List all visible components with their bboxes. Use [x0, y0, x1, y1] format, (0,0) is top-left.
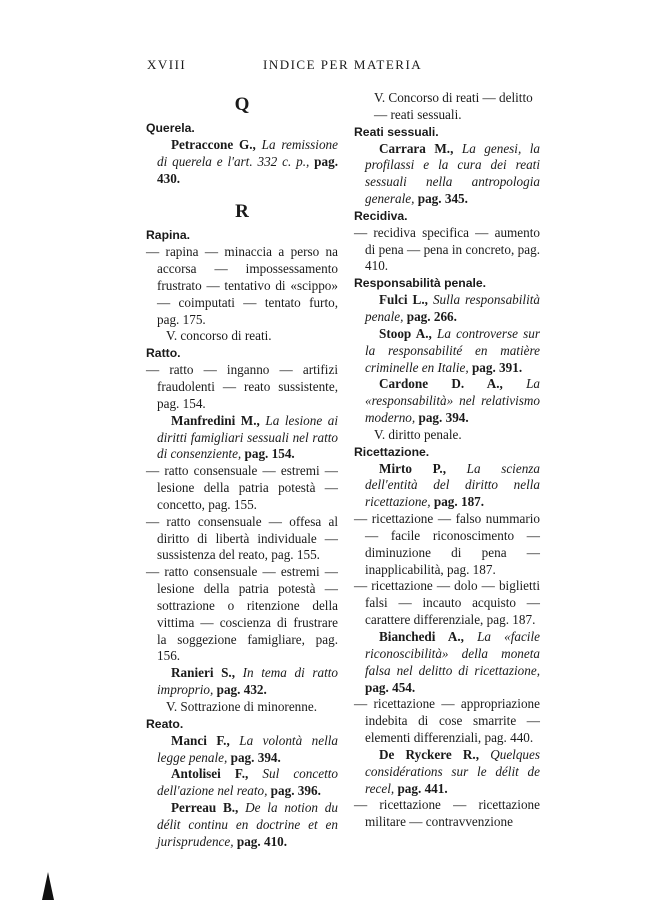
see-also: V. concorso di reati. [166, 328, 272, 344]
citation [354, 629, 540, 696]
cit-author: Mirto P., [379, 460, 447, 476]
page-number: XVIII [147, 57, 187, 72]
heading-querela: Querela. [146, 121, 195, 135]
page-header [0, 57, 647, 77]
cit-title: La controverse sur la responsabilité en matière criminelle en Italie, [365, 325, 540, 375]
cit-author: Petraccone G., [171, 136, 256, 152]
cit-author: Carrara M., [379, 140, 454, 156]
cit-author: Bianchedi A., [379, 629, 464, 644]
section-letter-q: Q [234, 94, 250, 115]
heading-rapina: Rapina. [146, 228, 191, 243]
citation [146, 800, 338, 851]
citation [354, 747, 540, 798]
cit-page: pag. 187. [433, 494, 485, 510]
citation [354, 376, 540, 427]
index-entry: — ratto — inganno — artifizi fraudolenti — reato sussistente, pag. 154. [146, 362, 338, 411]
index-entry: — recidiva specifica — aumento di pena — pena in concreto, pag. 410. [354, 224, 540, 274]
cit-title: Sulla responsabilità penale, [365, 292, 541, 324]
citation [146, 766, 338, 800]
right-column [354, 90, 540, 831]
citation [354, 461, 540, 512]
index-entry: — ricettazione — dolo — biglietti falsi — incauto acquisto — carattere differenziale, pag. 187. [354, 578, 540, 628]
cit-title: Quelques considérations sur le délit de recel, [365, 746, 541, 796]
cit-page: pag. 410. [236, 833, 288, 849]
cit-author: De Ryckere R., [379, 746, 480, 762]
cit-title: La genesi, la profilassi e la cura dei reati sessuali nella antropologia generale, [365, 140, 541, 207]
index-entry: — ratto consensuale — estremi — lesione della patria potestà — sottrazione o ritenzione della vittima — coscienza di frustrare la soggezione famigliare, pag. 156. [146, 564, 338, 664]
heading-ratto: Ratto. [146, 346, 181, 361]
cit-page: pag. 430. [157, 153, 338, 186]
left-column [146, 88, 338, 851]
cit-title: La «facile riconoscibilità» della moneta falsa nel delitto di ricettazione, [365, 629, 540, 678]
see-also: V. diritto penale. [374, 426, 462, 442]
index-entry: — ratto consensuale — offesa al diritto di libertà individuale — sussistenza del reato, pag. 155. [146, 513, 338, 563]
heading-reato: Reato. [146, 716, 184, 731]
index-entry: — ricettazione — appropriazione indebita di cose smarrite — elementi differenziali, pag. 440. [354, 696, 540, 746]
heading-recidiva: Recidiva. [354, 208, 408, 223]
citation [146, 665, 338, 699]
cit-page: pag. 394. [230, 749, 281, 765]
cit-title: Sul concetto dell'azione nel reato, [157, 766, 338, 799]
cit-author: Antolisei F., [171, 766, 249, 782]
cit-title: De la notion du délit continu en doctrine et en jurisprudence, [157, 800, 338, 849]
cit-page: pag. 394. [418, 410, 469, 426]
cit-author: Cardone D. A., [379, 376, 503, 392]
citation [354, 292, 540, 326]
cit-author: Fulci L., [379, 292, 428, 308]
cit-page: pag. 441. [397, 780, 448, 796]
cit-author: Perreau B., [171, 800, 239, 816]
citation [146, 733, 338, 767]
see-also: V. Sottrazione di minorenne. [166, 699, 318, 714]
citation [354, 326, 540, 377]
cit-title: La remissione di querela e l'art. 332 c. p., [157, 136, 338, 169]
cit-page: pag. 266. [406, 308, 457, 324]
cit-page: pag. 396. [270, 783, 321, 799]
see-also: V. Concorso di reati — delitto — reati sessuali. [374, 90, 533, 122]
section-letter-r: R [235, 201, 249, 223]
cit-page: pag. 432. [216, 682, 267, 698]
cit-title: La «responsabilità» nel relativismo moderno, [365, 376, 541, 426]
scan-edge-mark [42, 872, 54, 900]
cit-title: La scienza dell'entità del diritto nella ricettazione, [365, 460, 541, 510]
citation [354, 141, 540, 208]
cit-page: pag. 154. [244, 446, 295, 462]
cit-title: La lesione ai diritti famigliari sessuali nel ratto di consenziente, [157, 412, 339, 462]
cit-title: In tema di ratto improprio, [157, 665, 338, 698]
citation [146, 137, 338, 188]
cit-author: Stoop A., [379, 325, 432, 341]
cit-page: pag. 391. [471, 359, 523, 375]
index-entry: — rapina — minaccia a perso na accorsa — impossessamento frustrato — tentativo di «scippo» — coimputati — tentato furto, pag. 175. [146, 244, 338, 327]
heading-responsabilita-penale: Responsabilità penale. [354, 276, 487, 291]
heading-ricettazione: Ricettazione. [354, 444, 430, 459]
cit-author: Manfredini M., [171, 412, 260, 428]
citation [146, 413, 338, 464]
heading-reati-sessuali: Reati sessuali. [354, 124, 439, 139]
cit-author: Manci F., [171, 732, 230, 748]
index-entry: — ricettazione — falso nummario — facile riconoscimento — diminuzione di pena — inapplicabilità, pag. 187. [354, 511, 540, 577]
cit-page: pag. 454. [365, 679, 416, 695]
index-entry: — ratto consensuale — estremi — lesione della patria potestà — concetto, pag. 155. [146, 463, 338, 512]
running-title: INDICE PER MATERIA [263, 57, 423, 72]
index-entry: — ricettazione — ricettazione militare — contravvenzione [354, 797, 540, 830]
cit-author: Ranieri S., [171, 665, 236, 681]
cit-title: La volontà nella legge penale, [157, 732, 338, 765]
cit-page: pag. 345. [417, 191, 468, 207]
